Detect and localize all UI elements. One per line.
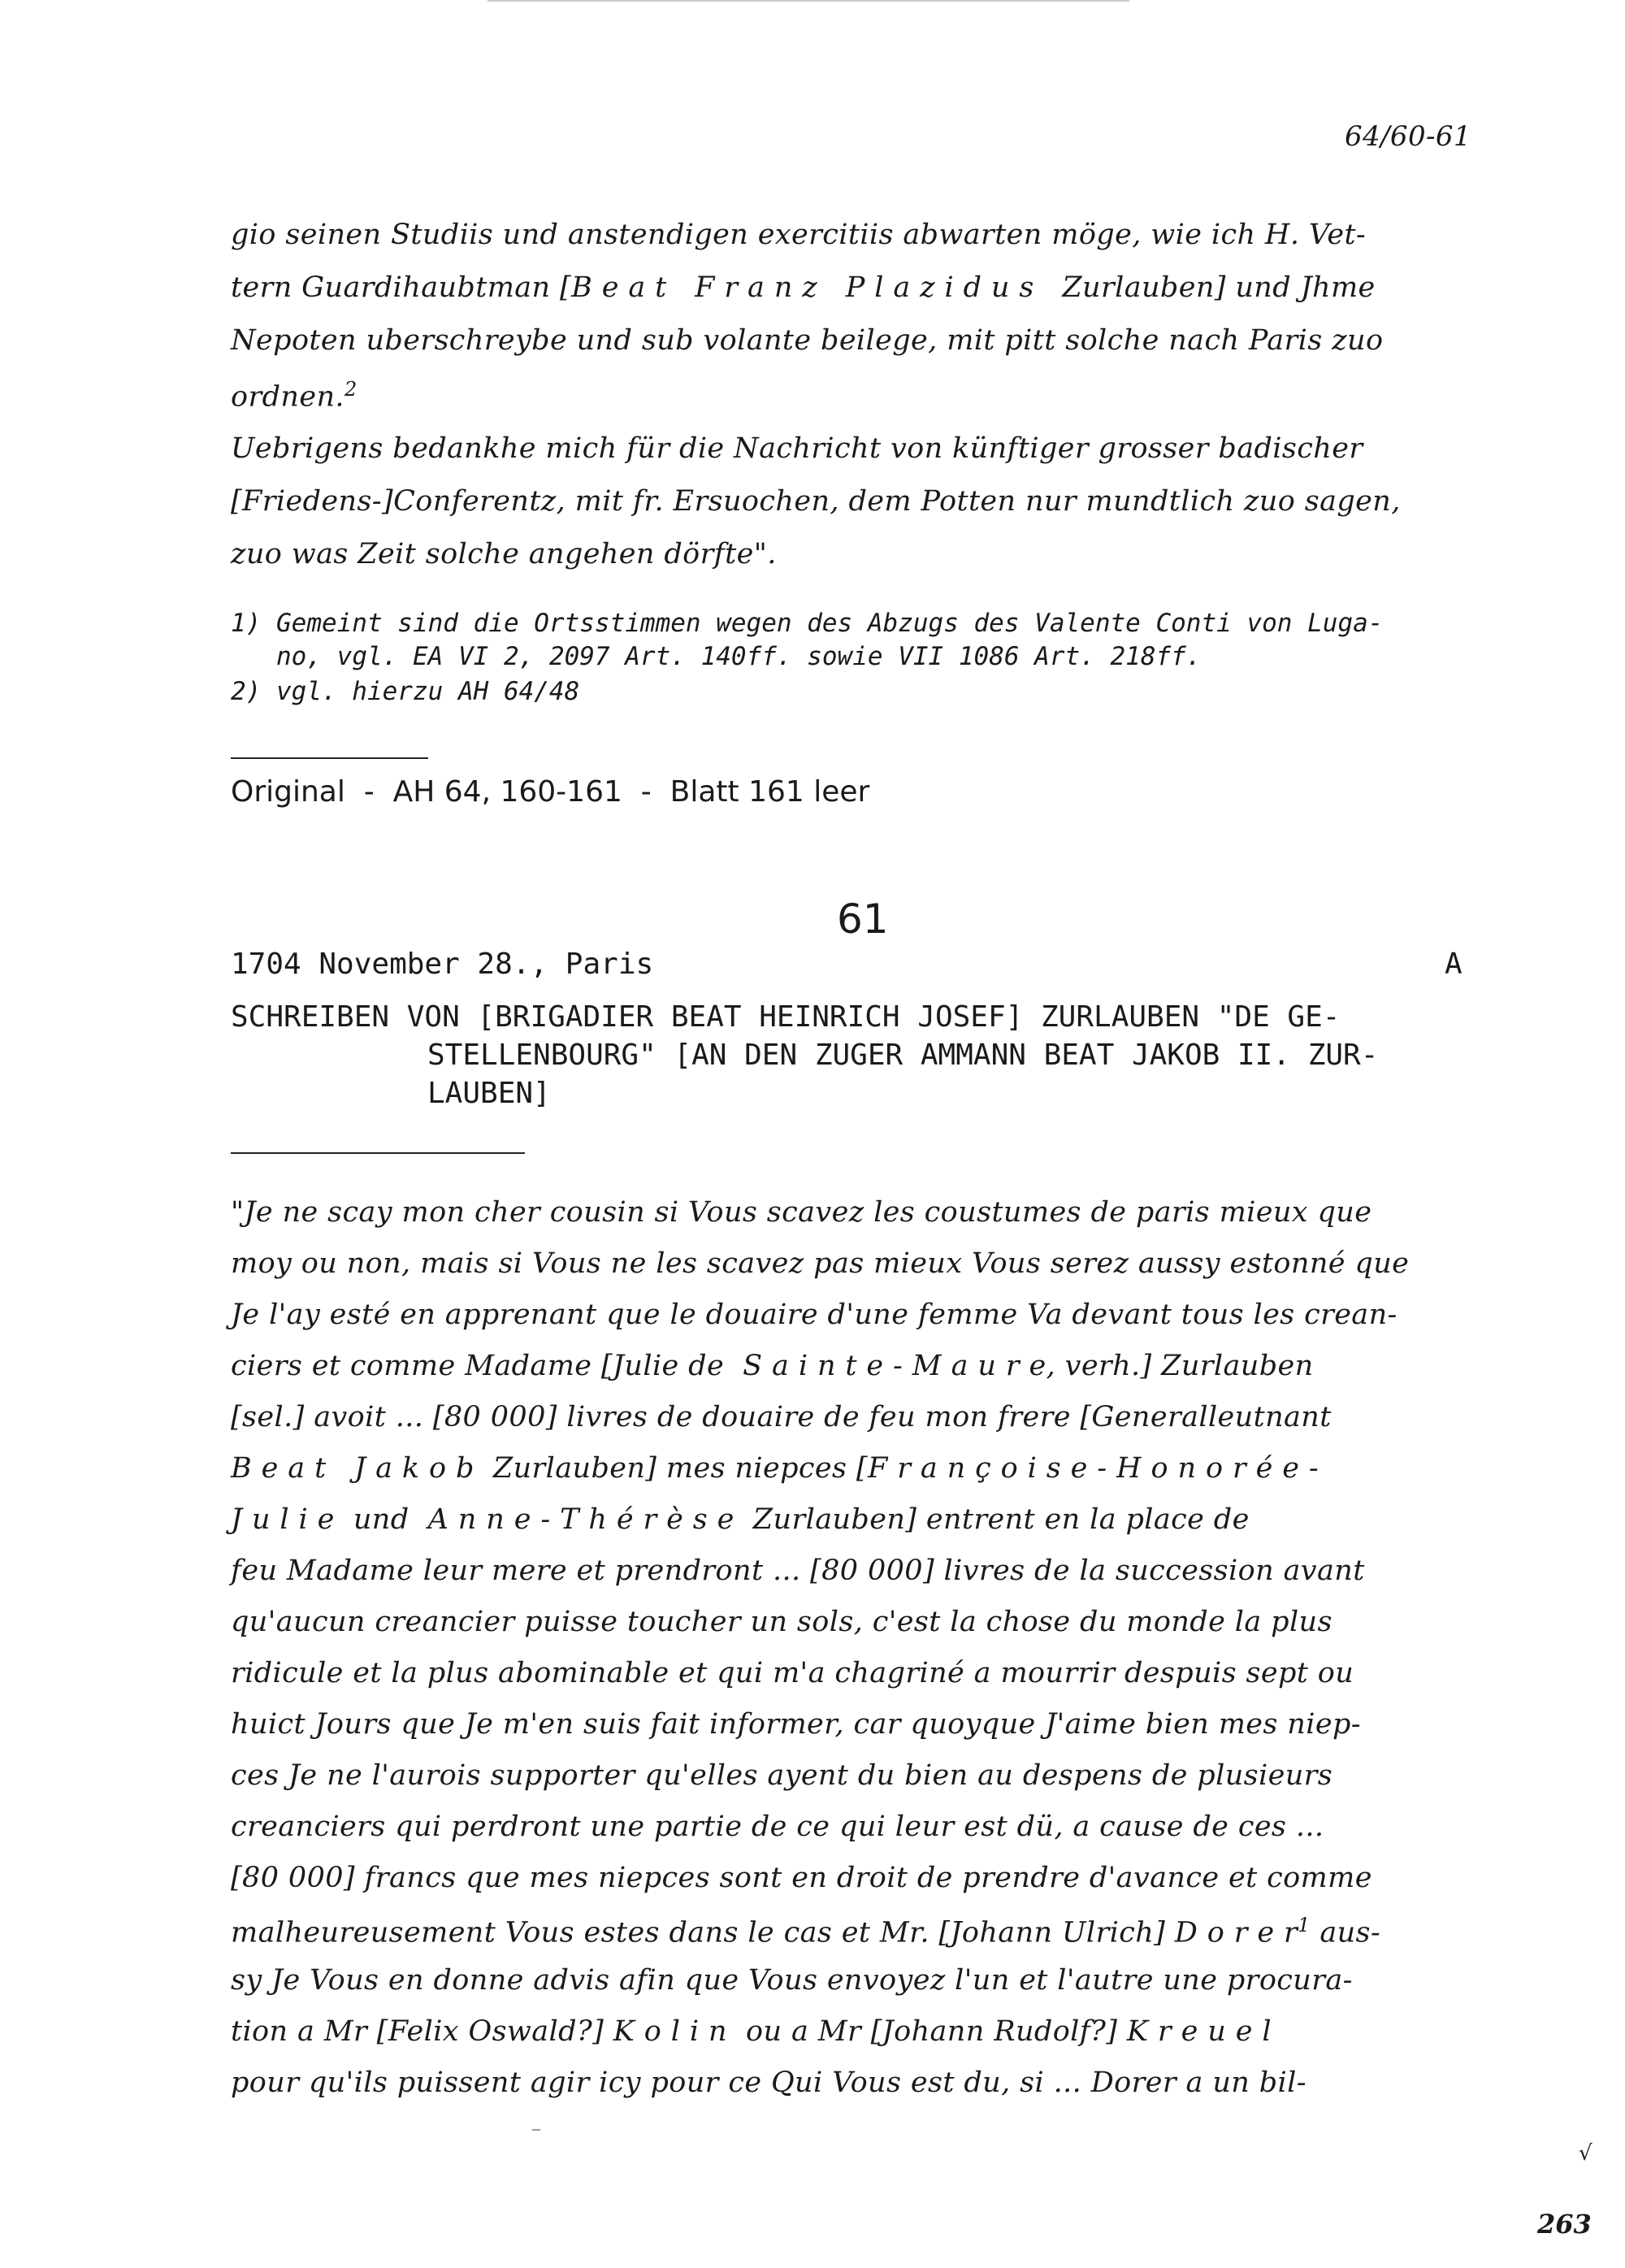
handwritten-checkmark: √ bbox=[1579, 2141, 1592, 2166]
letter-line-with-ref bbox=[231, 1915, 1380, 1948]
document-title-line: SCHREIBEN VON [BRIGADIER BEAT HEINRICH JOSEF] ZURLAUBEN "DE GE- bbox=[231, 1000, 1341, 1034]
letter-line: tion a Mr [Felix Oswald?] K o l i n ou a Mr [Johann Rudolf?] K r e u e l bbox=[231, 2015, 1272, 2048]
footnote-ref: 1 bbox=[1298, 1914, 1311, 1936]
letter-text: malheureusement Vous estes dans le cas et Mr. [Johann Ulrich] D o r e r bbox=[231, 1916, 1298, 1949]
letter-line: qu'aucun creancier puisse toucher un sols, c'est la chose du monde la plus bbox=[231, 1606, 1332, 1638]
document-title-line: LAUBEN] bbox=[427, 1077, 551, 1110]
letter-line: creanciers qui perdront une partie de ce qui leur est dü, a cause de ces ... bbox=[231, 1810, 1324, 1843]
body-line: gio seinen Studiis und anstendigen exercitiis abwarten möge, wie ich H. Vet- bbox=[231, 219, 1367, 251]
letter-line: J u l i e und A n n e - T h é r è s e Zurlauben] entrent en la place de bbox=[231, 1503, 1250, 1536]
handwritten-page-number: 263 bbox=[1537, 2209, 1592, 2240]
body-text: ordnen. bbox=[231, 380, 344, 414]
body-line: tern Guardihaubtman [B e a t F r a n z P l a z i d u s Zurlauben] und Jhme bbox=[231, 271, 1376, 304]
footnote-1-cont: no, vgl. EA VI 2, 2097 Art. 140ff. sowie VII 1086 Art. 218ff. bbox=[276, 642, 1202, 671]
footnote-ref: 2 bbox=[344, 378, 358, 401]
separator-rule bbox=[231, 1152, 525, 1154]
body-line: [Friedens-]Conferentz, mit fr. Ersuochen, dem Potten nur mundtlich zuo sagen, bbox=[231, 485, 1401, 518]
body-line: Uebrigens bedankhe mich für die Nachricht von künftiger grosser badischer bbox=[231, 432, 1363, 465]
letter-line: [80 000] francs que mes niepces sont en droit de prendre d'avance et comme bbox=[231, 1862, 1372, 1894]
letter-line: sy Je Vous en donne advis afin que Vous envoyez l'un et l'autre une procura- bbox=[231, 1964, 1353, 1997]
body-line: Nepoten uberschreybe und sub volante beilege, mit pitt solche nach Paris zuo bbox=[231, 324, 1384, 357]
document-marker: A bbox=[1445, 948, 1462, 981]
document-number: 61 bbox=[837, 895, 889, 943]
separator-rule bbox=[231, 757, 428, 759]
letter-line: huict Jours que Je m'en suis fait informer, car quoyque J'aime bien mes niep- bbox=[231, 1708, 1361, 1741]
page-reference: 64/60-61 bbox=[1345, 120, 1471, 153]
body-line-last bbox=[231, 379, 358, 412]
letter-line: ciers et comme Madame [Julie de S a i n t e - M a u r e, verh.] Zurlauben bbox=[231, 1350, 1314, 1382]
body-line: zuo was Zeit solche angehen dörfte". bbox=[231, 538, 777, 570]
footnote-2: 2) vgl. hierzu AH 64/48 bbox=[231, 677, 580, 706]
original-source: Original - AH 64, 160-161 - Blatt 161 leer bbox=[231, 775, 870, 809]
letter-line: ces Je ne l'aurois supporter qu'elles ayent du bien au despens de plusieurs bbox=[231, 1759, 1333, 1792]
document-title-line: STELLENBOURG" [AN DEN ZUGER AMMANN BEAT JAKOB II. ZUR- bbox=[427, 1039, 1379, 1072]
letter-text: aus- bbox=[1310, 1916, 1381, 1949]
letter-line: moy ou non, mais si Vous ne les scavez pas mieux Vous serez aussy estonné que bbox=[231, 1247, 1410, 1280]
scan-speck bbox=[532, 2129, 540, 2131]
letter-line: [sel.] avoit ... [80 000] livres de douaire de feu mon frere [Generalleutnant bbox=[231, 1401, 1332, 1433]
letter-line: "Je ne scay mon cher cousin si Vous scavez les coustumes de paris mieux que bbox=[231, 1196, 1372, 1229]
letter-line: Je l'ay esté en apprenant que le douaire d'une femme Va devant tous les crean- bbox=[231, 1299, 1398, 1331]
letter-line: feu Madame leur mere et prendront ... [80 000] livres de la succession avant bbox=[231, 1555, 1365, 1587]
letter-line: B e a t J a k o b Zurlauben] mes niepces [F r a n ç o i s e - H o n o r é e - bbox=[231, 1452, 1320, 1485]
date-place: 1704 November 28., Paris bbox=[231, 948, 654, 981]
letter-line: pour qu'ils puissent agir icy pour ce Qui Vous est du, si ... Dorer a un bil- bbox=[231, 2066, 1306, 2099]
footnote-1: 1) Gemeint sind die Ortsstimmen wegen des Abzugs des Valente Conti von Luga- bbox=[231, 609, 1384, 638]
scan-edge-line bbox=[488, 0, 1129, 2]
letter-line: ridicule et la plus abominable et qui m'a chagriné a mourrir despuis sept ou bbox=[231, 1657, 1354, 1689]
